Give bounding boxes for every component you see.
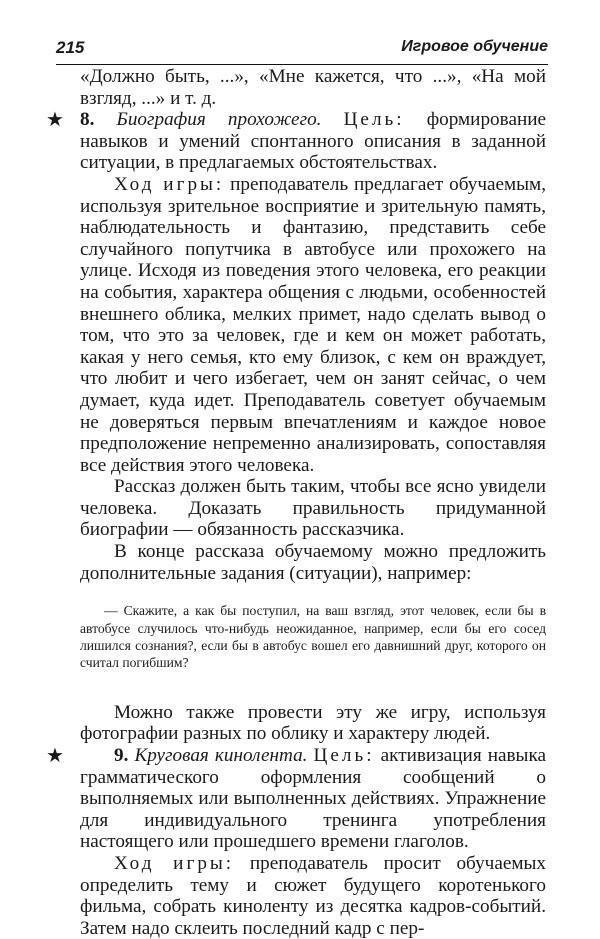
exercise-number: 9. xyxy=(114,745,129,767)
goal-label: Цель: xyxy=(343,109,405,131)
page-number: 215 xyxy=(56,38,85,57)
game-label: Ход игры: xyxy=(114,853,235,875)
exercise-number: 8. xyxy=(80,109,95,131)
intro-paragraph: «Должно быть, ...», «Мне кажется, что ...», «На мой взгляд, ...» и т. д. xyxy=(80,66,546,109)
extra-tasks-paragraph: В конце рассказа обучаемому можно предложить дополнительные задания (ситуации), например: xyxy=(80,541,546,584)
exercise-9-heading xyxy=(46,743,546,853)
photo-variant-paragraph: Можно также провести эту же игру, используя фотографии разных по облику и характеру людей. xyxy=(80,701,546,745)
game-description-8 xyxy=(80,174,546,476)
goal-text: формирование навыков и умений спонтанного описания в заданной ситуации, в предлагаемых обстоятельствах. xyxy=(80,109,547,174)
game-label: Ход игры: xyxy=(114,173,225,195)
running-title: Игровое обучение xyxy=(401,38,548,55)
star-icon: ★ xyxy=(46,107,64,132)
game-description-9 xyxy=(80,853,546,939)
exercise-title: Круговая кинолента. xyxy=(134,745,308,767)
example-dialogue: — Скажите, а как бы поступил, на ваш взгляд, этот человек, если бы в автобусе случилось что-нибудь неожиданное, например, если бы его сосед лишился сознания?, если бы в автобус вошел его давнишний друг, которого он считал погибшим? xyxy=(80,603,546,671)
header-rule xyxy=(56,64,548,65)
star-icon: ★ xyxy=(46,743,64,768)
page-body xyxy=(46,66,547,939)
game-text: преподаватель предлагает обучаемым, используя зрительное восприятие и зрительную память, наблюдательность и фантазию, представить себе случайного попутчика в автобусе или прохожего на улице. Исходя из поведения этого человека, его реакции на события, характера общения с людьми, особенностей внешнего облика, мелких примет, надо сделать вывод о том, что это за человек, где и кем он может работать, какая у него семья, кто ему близок, с кем он враждует, что любит и чего избегает, чем он занят сейчас, о чем думает, куда идет. Преподаватель советует обучаемым не доверяться первым впечатлениям и каждое новое предположение непременно анализировать, сопоставляя все действия этого человека. xyxy=(80,173,546,476)
exercise-title: Биография прохожего. xyxy=(116,109,322,131)
story-paragraph: Рассказ должен быть таким, чтобы все ясно увидели человека. Доказать правильность придуманной биографии — обязанность рассказчика. xyxy=(80,476,546,541)
game-text: преподаватель просит обучаемых определить тему и сюжет будущего коротенького фильма, собрать киноленту из десятка кадров-событий. Затем надо склеить последний кадр с пер- xyxy=(80,853,546,939)
exercise-8-heading xyxy=(46,107,547,174)
page-header xyxy=(56,34,548,62)
goal-text: активизация навыка грамматического оформления сообщений о выполняемых или выполненных действиях. Упражнение для индивидуального тренинга употребления настоящего или прошедшего времени глаголов. xyxy=(80,745,546,853)
goal-label: Цель: xyxy=(313,745,375,767)
